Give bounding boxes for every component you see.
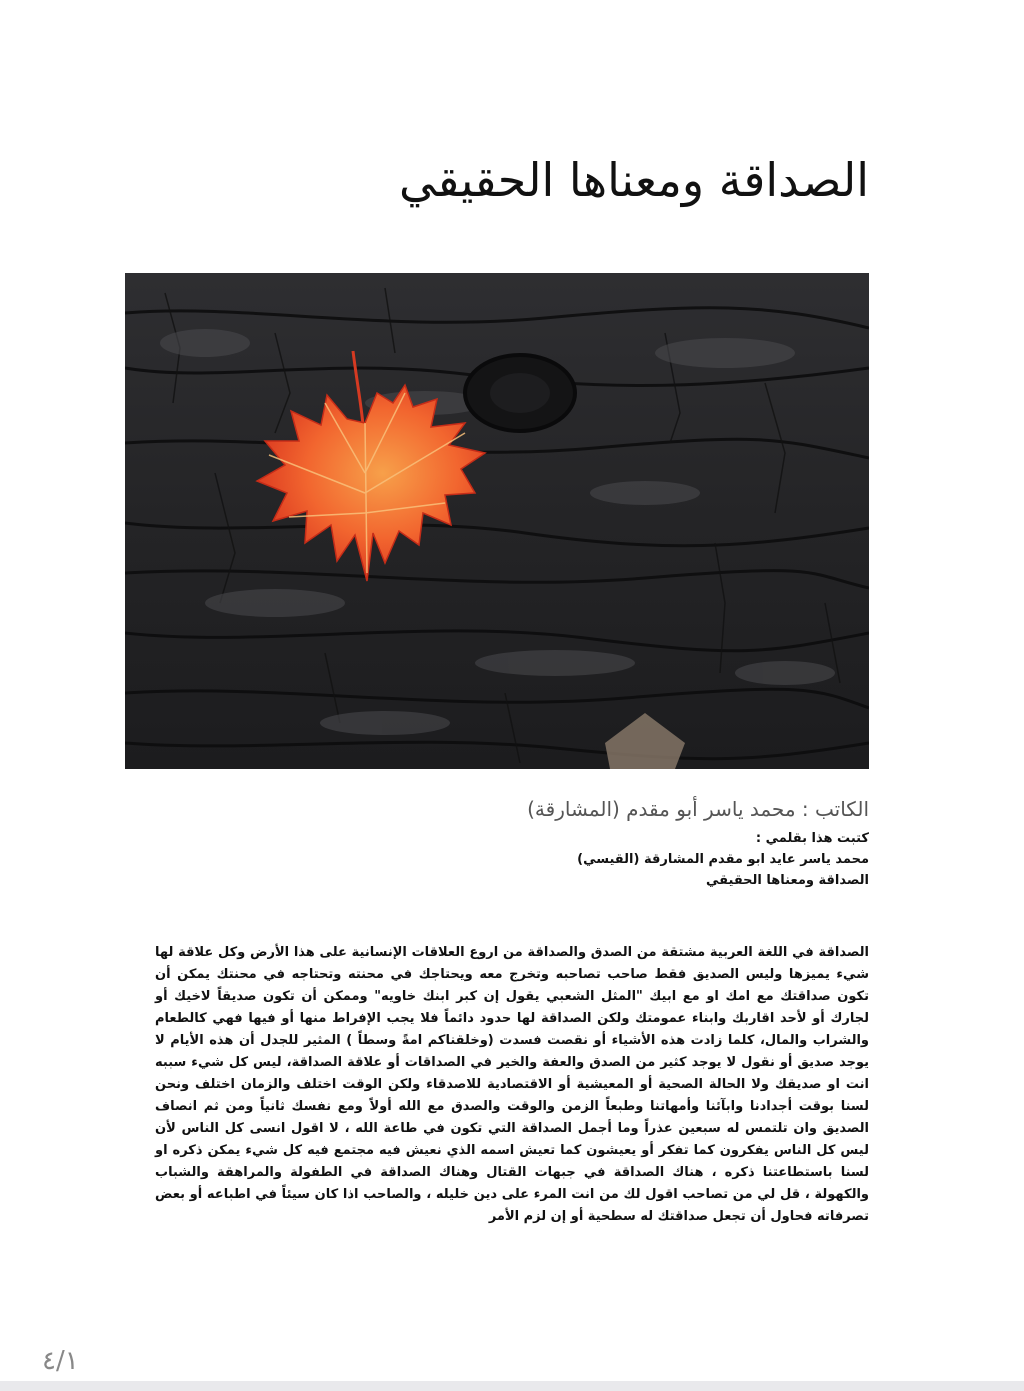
page-title: الصداقة ومعناها الحقيقي [399,153,869,207]
article-body: الصداقة في اللغة العربية مشتقة من الصدق والصداقة من اروع العلاقات الإنسانية على هذا الأرض وكل علاقة لها شيء يميزها وليس الصديق فقط صاحب تصاحبه وتخرج معه ويحتاجك في محنته وتحتاجه في محنتك يمكن أن تكون صداقتك مع امك او مع ابيك "المثل الشعبي يقول إن كبر ابنك خاويه" وممكن أن تكون صديقاً لاخيك أو لجارك أو لأحد اقاربك وابناء عمومتك ولكن الصداقة لها حدود دائماً فلا يجب الإفراط منها أو فيها فهي كالطعام والشراب والمال، كلما زادت هذه الأشياء أو نقصت فسدت (وخلقناكم امةً وسطاً ) المثير للجدل أن هذه الأيام لا يوجد صديق أو نقول لا يوجد كثير من الصدق والعفة والخير في الصداقات أو علاقة الصداقة، ليس كل شيء سببه انت او صديقك ولا الحالة الصحية أو المعيشية أو الاقتصادية للاصدقاء ولكن الوقت اختلف والزمان اختلف ونحن لسنا بوقت أجدادنا وابآئنا وأمهاتنا وطبعاً الزمن والوقت والصدق مع الله أولاً ومع نفسك ثانياً ومن ثم انصاف الصديق وان تلتمس له سبعين عذراً وما أجمل الصداقة التي تكون في طاعة الله ، لا اقول انسى كل الناس لأن ليس كل الناس يفكرون كما تفكر أو يعيشون كما تعيش اسمه الذي نعيش فيه مجتمع فيه كل شيء يمكن ذكره او لسنا باستطاعتنا ذكره ، هناك الصداقة في جبهات القتال وهناك الصداقة في الطفولة والمراهقة والشباب والكهولة ، قل لي من تصاحب اقول لك من انت المرء على دين خليله ، والصاحب اذا كان سيئاً في اطباعه أو بعض تصرفاته فحاول أن تجعل صداقتك له سطحية أو إن لزم الأمر [155,945,869,1224]
page-number: ٤/١ [42,1346,79,1376]
bottom-bar [0,1381,1024,1391]
hero-image-maple-leaf [125,273,869,769]
byline-line: كتبت هذا بقلمي : [755,831,869,846]
byline [369,828,869,891]
byline-line: الصداقة ومعناها الحقيقي [706,873,869,888]
author-line: الكاتب : محمد ياسر أبو مقدم (المشارقة) [527,797,869,821]
byline-line: محمد ياسر عايد ابو مقدم المشارقة (القيسي) [577,852,869,867]
